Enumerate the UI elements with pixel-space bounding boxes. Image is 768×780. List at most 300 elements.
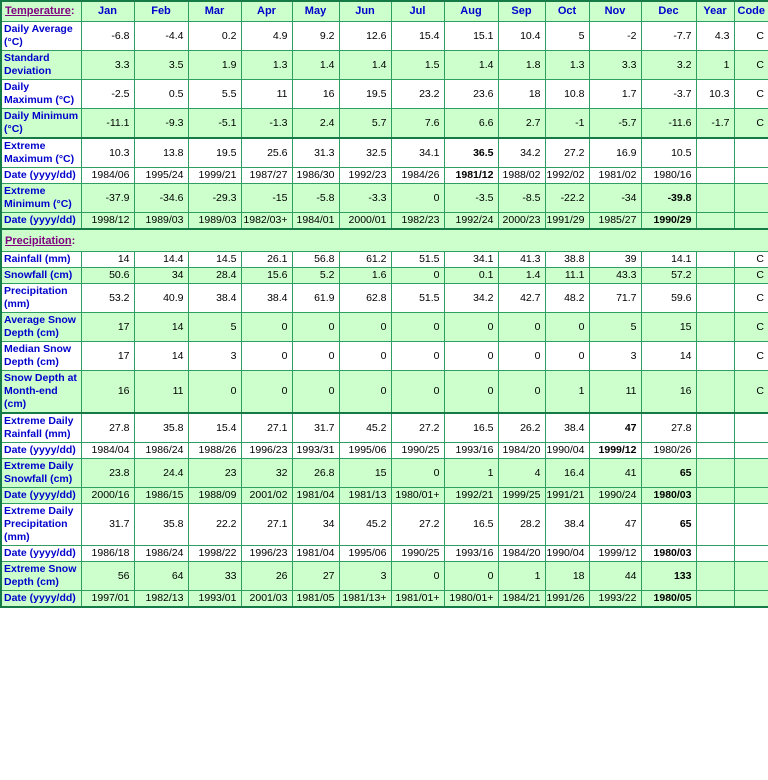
data-cell: 1.3 (545, 51, 589, 80)
data-cell: 1992/24 (444, 213, 498, 230)
data-cell: 1998/12 (81, 213, 134, 230)
data-cell: 56.8 (292, 252, 339, 268)
row-label: Date (yyyy/dd) (1, 443, 81, 459)
data-cell: 34 (292, 504, 339, 546)
data-cell: 1992/02 (545, 168, 589, 184)
data-cell: 47 (589, 413, 641, 443)
data-cell: 16 (292, 80, 339, 109)
data-cell: 10.4 (498, 22, 545, 51)
data-cell: 1984/04 (81, 443, 134, 459)
code-cell: C (734, 284, 768, 313)
data-cell: 0 (391, 562, 444, 591)
data-cell: 3.3 (81, 51, 134, 80)
data-cell: 1.7 (589, 80, 641, 109)
data-cell: 1998/22 (188, 546, 241, 562)
data-cell: 1980/05 (641, 591, 696, 608)
data-cell: 27.2 (391, 413, 444, 443)
data-cell: 0 (391, 371, 444, 414)
data-cell: 31.7 (292, 413, 339, 443)
year-cell (696, 562, 734, 591)
year-cell (696, 284, 734, 313)
col-header-jul: Jul (391, 1, 444, 22)
year-cell (696, 413, 734, 443)
data-cell: 1990/24 (589, 488, 641, 504)
year-cell (696, 443, 734, 459)
data-cell: 56 (81, 562, 134, 591)
data-cell: 1980/01+ (391, 488, 444, 504)
data-cell: 1993/22 (589, 591, 641, 608)
data-cell: 133 (641, 562, 696, 591)
data-cell: 16.5 (444, 413, 498, 443)
data-cell: 1996/23 (241, 443, 292, 459)
data-cell: 71.7 (589, 284, 641, 313)
row-label: Extreme Daily Rainfall (mm) (1, 413, 81, 443)
row-label: Precipitation (mm) (1, 284, 81, 313)
code-cell: C (734, 51, 768, 80)
table-row (1, 443, 768, 459)
data-cell: 38.4 (545, 504, 589, 546)
data-cell: 6.6 (444, 109, 498, 139)
data-cell: 28.2 (498, 504, 545, 546)
col-header-apr: Apr (241, 1, 292, 22)
data-cell: 17 (81, 313, 134, 342)
table-row (1, 313, 768, 342)
section-title-row (1, 229, 768, 252)
data-cell: -5.8 (292, 184, 339, 213)
data-cell: 26.1 (241, 252, 292, 268)
code-cell: C (734, 342, 768, 371)
year-cell: -1.7 (696, 109, 734, 139)
data-cell: 1988/09 (188, 488, 241, 504)
data-cell: 62.8 (339, 284, 391, 313)
year-cell: 10.3 (696, 80, 734, 109)
data-cell: 1981/12 (444, 168, 498, 184)
data-cell: -1 (545, 109, 589, 139)
data-cell: 1995/06 (339, 546, 391, 562)
row-label: Median Snow Depth (cm) (1, 342, 81, 371)
data-cell: 14 (641, 342, 696, 371)
data-cell: 15 (641, 313, 696, 342)
data-cell: 1 (498, 562, 545, 591)
table-row (1, 488, 768, 504)
row-label: Daily Maximum (°C) (1, 80, 81, 109)
data-cell: 1981/02 (589, 168, 641, 184)
data-cell: 11 (134, 371, 188, 414)
year-cell (696, 459, 734, 488)
data-cell: 0 (339, 342, 391, 371)
data-cell: -11.6 (641, 109, 696, 139)
code-cell: C (734, 109, 768, 139)
table-row (1, 562, 768, 591)
data-cell: 1984/06 (81, 168, 134, 184)
data-cell: 3.2 (641, 51, 696, 80)
table-row (1, 184, 768, 213)
year-cell (696, 268, 734, 284)
data-cell: 0 (241, 371, 292, 414)
data-cell: 65 (641, 459, 696, 488)
data-cell: -3.7 (641, 80, 696, 109)
data-cell: -2.5 (81, 80, 134, 109)
data-cell: 32 (241, 459, 292, 488)
data-cell: 1982/03+ (241, 213, 292, 230)
data-cell: 2.4 (292, 109, 339, 139)
code-cell (734, 504, 768, 546)
data-cell: 15.4 (188, 413, 241, 443)
data-cell: 1984/01 (292, 213, 339, 230)
data-cell: 1981/05 (292, 591, 339, 608)
data-cell: 7.6 (391, 109, 444, 139)
data-cell: 1.6 (339, 268, 391, 284)
data-cell: 1997/01 (81, 591, 134, 608)
data-cell: -34 (589, 184, 641, 213)
data-cell: 14 (134, 313, 188, 342)
col-header-oct: Oct (545, 1, 589, 22)
data-cell: 27 (292, 562, 339, 591)
data-cell: 2001/02 (241, 488, 292, 504)
data-cell: -5.7 (589, 109, 641, 139)
row-label: Standard Deviation (1, 51, 81, 80)
data-cell: 18 (545, 562, 589, 591)
data-cell: -2 (589, 22, 641, 51)
data-cell: 0 (188, 371, 241, 414)
data-cell: 1985/27 (589, 213, 641, 230)
data-cell: 48.2 (545, 284, 589, 313)
row-label: Extreme Daily Precipitation (mm) (1, 504, 81, 546)
code-cell (734, 138, 768, 168)
code-cell (734, 184, 768, 213)
data-cell: 0 (339, 371, 391, 414)
data-cell: -6.8 (81, 22, 134, 51)
table-row (1, 168, 768, 184)
data-cell: 32.5 (339, 138, 391, 168)
col-header-code: Code (734, 1, 768, 22)
table-row (1, 342, 768, 371)
data-cell: 0 (391, 268, 444, 284)
data-cell: 16.5 (444, 504, 498, 546)
data-cell: 1986/15 (134, 488, 188, 504)
data-cell: 0 (339, 313, 391, 342)
data-cell: 0 (241, 342, 292, 371)
data-cell: 1990/29 (641, 213, 696, 230)
data-cell: 1988/26 (188, 443, 241, 459)
data-cell: 1 (545, 371, 589, 414)
data-cell: 1999/12 (589, 546, 641, 562)
data-cell: 5 (188, 313, 241, 342)
data-cell: 0 (391, 184, 444, 213)
data-cell: 28.4 (188, 268, 241, 284)
data-cell: 38.4 (545, 413, 589, 443)
data-cell: 1989/03 (188, 213, 241, 230)
data-cell: 11.1 (545, 268, 589, 284)
data-cell: 0 (545, 342, 589, 371)
data-cell: -3.3 (339, 184, 391, 213)
code-cell: C (734, 252, 768, 268)
data-cell: -4.4 (134, 22, 188, 51)
data-cell: 61.2 (339, 252, 391, 268)
row-label: Date (yyyy/dd) (1, 213, 81, 230)
data-cell: 10.5 (641, 138, 696, 168)
year-cell: 4.3 (696, 22, 734, 51)
data-cell: 0.1 (444, 268, 498, 284)
data-cell: 1986/24 (134, 546, 188, 562)
col-header-jan: Jan (81, 1, 134, 22)
data-cell: 1981/13 (339, 488, 391, 504)
data-cell: 40.9 (134, 284, 188, 313)
data-cell: 14.4 (134, 252, 188, 268)
data-cell: 1988/02 (498, 168, 545, 184)
data-cell: 3.3 (589, 51, 641, 80)
year-cell (696, 488, 734, 504)
code-cell (734, 488, 768, 504)
data-cell: -22.2 (545, 184, 589, 213)
section-title-colon: : (70, 5, 75, 17)
data-cell: 2000/01 (339, 213, 391, 230)
data-cell: 10.3 (81, 138, 134, 168)
data-cell: 3.5 (134, 51, 188, 80)
table-row (1, 413, 768, 443)
data-cell: 1.4 (339, 51, 391, 80)
data-cell: 1980/01+ (444, 591, 498, 608)
data-cell: 4 (498, 459, 545, 488)
table-row (1, 284, 768, 313)
data-cell: 0 (292, 342, 339, 371)
data-cell: 57.2 (641, 268, 696, 284)
data-cell: 23.6 (444, 80, 498, 109)
data-cell: 5.2 (292, 268, 339, 284)
row-label: Date (yyyy/dd) (1, 546, 81, 562)
table-row (1, 591, 768, 608)
data-cell: 13.8 (134, 138, 188, 168)
code-cell: C (734, 22, 768, 51)
data-cell: 2001/03 (241, 591, 292, 608)
data-cell: 1989/03 (134, 213, 188, 230)
data-cell: -34.6 (134, 184, 188, 213)
data-cell: 26.2 (498, 413, 545, 443)
data-cell: 18 (498, 80, 545, 109)
data-cell: 17 (81, 342, 134, 371)
row-label: Extreme Minimum (°C) (1, 184, 81, 213)
data-cell: 1980/03 (641, 546, 696, 562)
data-cell: 1992/21 (444, 488, 498, 504)
data-cell: 27.1 (241, 504, 292, 546)
data-cell: 1990/25 (391, 443, 444, 459)
data-cell: 0 (241, 313, 292, 342)
data-cell: 1996/23 (241, 546, 292, 562)
data-cell: 27.8 (641, 413, 696, 443)
data-cell: 1993/16 (444, 546, 498, 562)
code-cell: C (734, 268, 768, 284)
data-cell: 14.1 (641, 252, 696, 268)
data-cell: 0 (498, 371, 545, 414)
row-label: Rainfall (mm) (1, 252, 81, 268)
data-cell: 1991/21 (545, 488, 589, 504)
row-label: Snow Depth at Month-end (cm) (1, 371, 81, 414)
data-cell: -11.1 (81, 109, 134, 139)
code-cell (734, 213, 768, 230)
data-cell: 1999/12 (589, 443, 641, 459)
data-cell: -3.5 (444, 184, 498, 213)
col-header-dec: Dec (641, 1, 696, 22)
data-cell: 1987/27 (241, 168, 292, 184)
data-cell: 1986/24 (134, 443, 188, 459)
table-row (1, 80, 768, 109)
year-cell (696, 591, 734, 608)
year-cell (696, 546, 734, 562)
data-cell: 3 (188, 342, 241, 371)
code-cell (734, 459, 768, 488)
data-cell: 1.9 (188, 51, 241, 80)
data-cell: 15 (339, 459, 391, 488)
col-header-aug: Aug (444, 1, 498, 22)
year-cell (696, 371, 734, 414)
table-row (1, 109, 768, 139)
data-cell: 33 (188, 562, 241, 591)
data-cell: -1.3 (241, 109, 292, 139)
col-header-sep: Sep (498, 1, 545, 22)
data-cell: 9.2 (292, 22, 339, 51)
col-header-jun: Jun (339, 1, 391, 22)
data-cell: 45.2 (339, 504, 391, 546)
data-cell: -29.3 (188, 184, 241, 213)
data-cell: 0 (391, 313, 444, 342)
data-cell: 2000/16 (81, 488, 134, 504)
data-cell: 1990/04 (545, 443, 589, 459)
data-cell: 1986/30 (292, 168, 339, 184)
data-cell: 19.5 (188, 138, 241, 168)
data-cell: 1984/20 (498, 546, 545, 562)
year-cell (696, 313, 734, 342)
data-cell: 14 (81, 252, 134, 268)
table-row (1, 459, 768, 488)
data-cell: 1.5 (391, 51, 444, 80)
data-cell: 1992/23 (339, 168, 391, 184)
data-cell: 0 (444, 562, 498, 591)
data-cell: 0 (391, 342, 444, 371)
code-cell (734, 168, 768, 184)
precipitation-section-link[interactable]: Precipitation (5, 235, 72, 247)
col-header-feb: Feb (134, 1, 188, 22)
data-cell: 0 (292, 313, 339, 342)
data-cell: 38.4 (188, 284, 241, 313)
data-cell: 1984/20 (498, 443, 545, 459)
data-cell: 16 (641, 371, 696, 414)
data-cell: 0.2 (188, 22, 241, 51)
data-cell: 1984/26 (391, 168, 444, 184)
data-cell: 1981/01+ (391, 591, 444, 608)
data-cell: 1.4 (498, 268, 545, 284)
data-cell: 15.6 (241, 268, 292, 284)
data-cell: 43.3 (589, 268, 641, 284)
row-label: Extreme Maximum (°C) (1, 138, 81, 168)
data-cell: 47 (589, 504, 641, 546)
data-cell: 24.4 (134, 459, 188, 488)
row-label: Daily Minimum (°C) (1, 109, 81, 139)
table-row (1, 213, 768, 230)
code-cell (734, 546, 768, 562)
data-cell: 1995/06 (339, 443, 391, 459)
data-cell: 26 (241, 562, 292, 591)
year-cell (696, 138, 734, 168)
data-cell: 5.5 (188, 80, 241, 109)
data-cell: 0 (391, 459, 444, 488)
code-cell: C (734, 371, 768, 414)
data-cell: -7.7 (641, 22, 696, 51)
data-cell: 1.4 (444, 51, 498, 80)
data-cell: 1990/04 (545, 546, 589, 562)
data-cell: 27.1 (241, 413, 292, 443)
data-cell: 15.4 (391, 22, 444, 51)
section-title-colon: : (71, 235, 76, 247)
data-cell: 34.2 (444, 284, 498, 313)
data-cell: 5 (545, 22, 589, 51)
data-cell: 1.4 (292, 51, 339, 80)
data-cell: 1995/24 (134, 168, 188, 184)
year-cell (696, 184, 734, 213)
data-cell: 23 (188, 459, 241, 488)
row-label: Date (yyyy/dd) (1, 168, 81, 184)
column-header-row (1, 1, 768, 22)
data-cell: 12.6 (339, 22, 391, 51)
data-cell: 51.5 (391, 284, 444, 313)
data-cell: 38.4 (241, 284, 292, 313)
data-cell: 25.6 (241, 138, 292, 168)
data-cell: 53.2 (81, 284, 134, 313)
data-cell: 1982/13 (134, 591, 188, 608)
data-cell: 0 (498, 342, 545, 371)
temperature-section-link[interactable]: Temperature (5, 5, 71, 17)
data-cell: -39.8 (641, 184, 696, 213)
data-cell: 14 (134, 342, 188, 371)
data-cell: 22.2 (188, 504, 241, 546)
data-cell: 1 (444, 459, 498, 488)
data-cell: 1982/23 (391, 213, 444, 230)
data-cell: 38.8 (545, 252, 589, 268)
table-row (1, 252, 768, 268)
year-cell (696, 213, 734, 230)
data-cell: 1981/13+ (339, 591, 391, 608)
code-cell (734, 413, 768, 443)
data-cell: 5 (589, 313, 641, 342)
data-cell: 1991/26 (545, 591, 589, 608)
row-label: Extreme Snow Depth (cm) (1, 562, 81, 591)
data-cell: 4.9 (241, 22, 292, 51)
code-cell: C (734, 80, 768, 109)
row-label: Daily Average (°C) (1, 22, 81, 51)
data-cell: 27.8 (81, 413, 134, 443)
data-cell: -9.3 (134, 109, 188, 139)
data-cell: 27.2 (391, 504, 444, 546)
data-cell: 14.5 (188, 252, 241, 268)
data-cell: 34.1 (391, 138, 444, 168)
data-cell: 0 (292, 371, 339, 414)
year-cell: 1 (696, 51, 734, 80)
data-cell: 44 (589, 562, 641, 591)
data-cell: 26.8 (292, 459, 339, 488)
data-cell: 50.6 (81, 268, 134, 284)
data-cell: 1993/31 (292, 443, 339, 459)
year-cell (696, 252, 734, 268)
data-cell: 3 (339, 562, 391, 591)
data-cell: 1991/29 (545, 213, 589, 230)
table-row (1, 51, 768, 80)
row-label: Date (yyyy/dd) (1, 591, 81, 608)
data-cell: 61.9 (292, 284, 339, 313)
data-cell: 2.7 (498, 109, 545, 139)
data-cell: 51.5 (391, 252, 444, 268)
data-cell: 1980/03 (641, 488, 696, 504)
section-title-cell-precipitation (1, 229, 768, 252)
row-label: Extreme Daily Snowfall (cm) (1, 459, 81, 488)
